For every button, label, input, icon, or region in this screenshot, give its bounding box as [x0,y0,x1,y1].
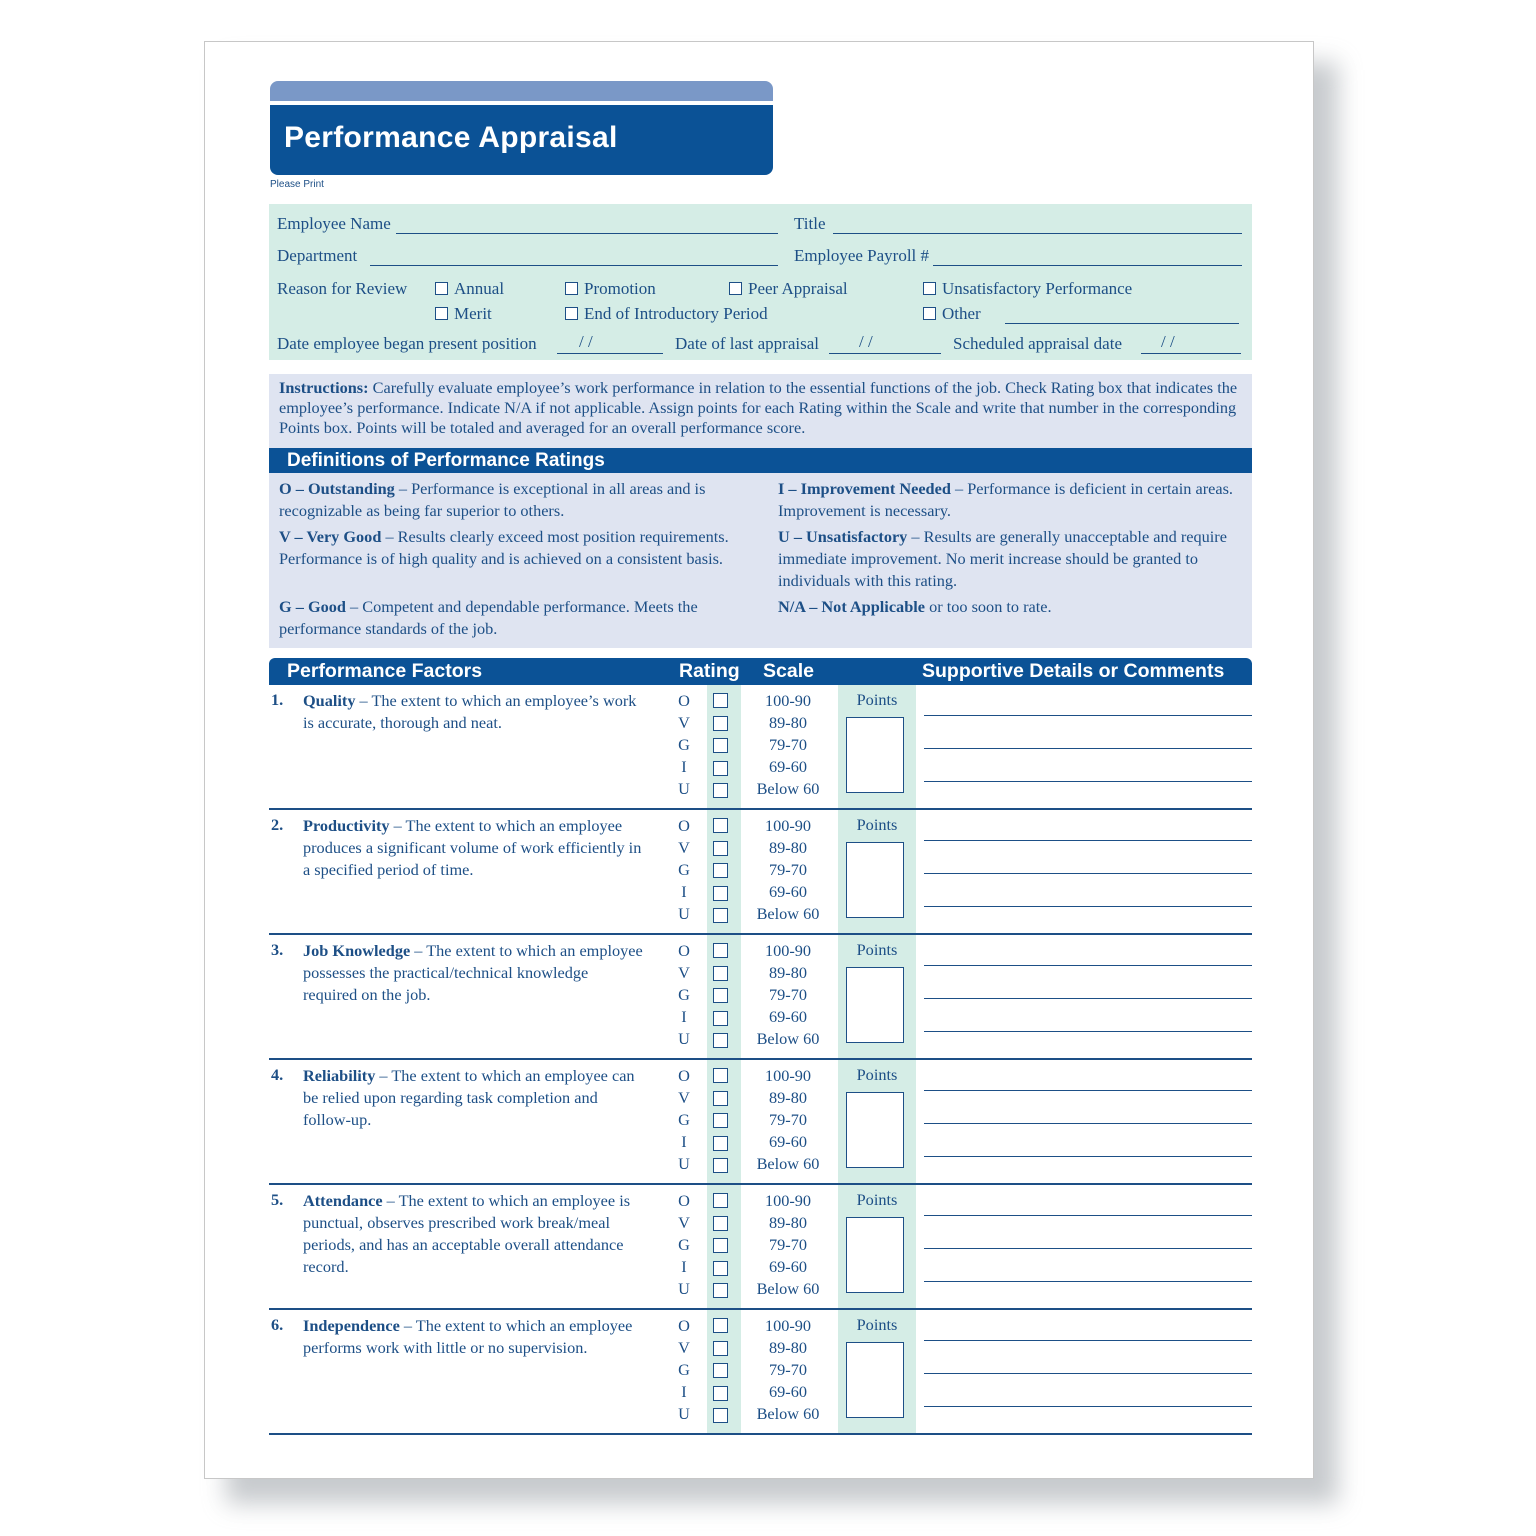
date-began-slashes: / / [579,332,593,351]
peer-option[interactable] [729,279,848,299]
points-input[interactable] [846,1092,904,1168]
row-divider [269,1433,1252,1435]
factor-description: Reliability – The extent to which an employee can be relied upon regarding task completion and follow-up. [303,1066,635,1129]
date-last-label: Date of last appraisal [675,334,819,353]
rating-checkboxes [713,1068,729,1181]
rating-i-checkbox[interactable] [713,1386,728,1401]
definitions-title: Definitions of Performance Ratings [287,450,605,471]
rating-checkboxes [713,693,729,806]
factor-row [269,1310,1252,1435]
date-scheduled-label: Scheduled appraisal date [953,334,1122,353]
scale-values: 100-90 89-80 79-70 69-60 Below 60 [756,691,820,798]
appraisal-form-page [204,41,1314,1479]
scale-values: 100-90 89-80 79-70 69-60 Below 60 [756,1066,820,1173]
scale-column-header: Scale [763,660,814,682]
unsatisfactory-option[interactable] [923,279,1132,299]
comment-line[interactable] [924,1340,1252,1341]
instructions-label: Instructions: [279,378,369,397]
reason-label: Reason for Review [277,279,408,298]
end-intro-option[interactable] [565,304,768,324]
rating-v-checkbox[interactable] [713,1091,728,1106]
factor-description: Productivity – The extent to which an employee produces a significant volume of work efficiently in a specified period of time. [303,816,642,879]
banner-accent [270,81,773,101]
end-intro-label: End of Introductory Period [584,304,768,323]
points-input[interactable] [846,1342,904,1418]
other-checkbox[interactable] [923,307,936,320]
rating-u-checkbox[interactable] [713,1408,728,1423]
instructions-section [269,374,1252,648]
rating-checkboxes [713,1318,729,1431]
merit-checkbox[interactable] [435,307,448,320]
definition-unsatisfactory: U – Unsatisfactory – Results are generally unacceptable and require immediate improvement. No merit increase should be granted to individuals with this rating. [778,527,1227,590]
peer-checkbox[interactable] [729,282,742,295]
rating-u-checkbox[interactable] [713,1158,728,1173]
factor-number: 3. [271,940,284,959]
factor-description: Job Knowledge – The extent to which an employee possesses the practical/technical knowledge required on the job. [303,941,643,1004]
title-label: Title [794,214,826,233]
date-last-field[interactable] [829,353,941,354]
payroll-label: Employee Payroll # [794,246,930,265]
rating-g-checkbox[interactable] [713,1113,728,1128]
definitions-header [269,448,1252,473]
rating-u-checkbox[interactable] [713,1033,728,1048]
comment-line[interactable] [924,1373,1252,1374]
title-banner [270,105,773,175]
promotion-option[interactable] [565,279,656,299]
factor-name: Job Knowledge [303,941,411,960]
factor-row [269,935,1252,1060]
date-scheduled-field[interactable] [1141,353,1241,354]
comment-line[interactable] [924,840,1252,841]
factor-name: Reliability [303,1066,376,1085]
points-label: Points [856,690,898,709]
rating-v-checkbox[interactable] [713,1341,728,1356]
rating-letters: O V G I U [678,691,690,798]
rating-u-checkbox[interactable] [713,908,728,923]
factor-row [269,1185,1252,1310]
employee-name-label: Employee Name [277,214,391,233]
rating-v-checkbox[interactable] [713,1216,728,1231]
factor-row [269,1060,1252,1185]
annual-option[interactable] [435,279,504,299]
factor-row [269,685,1252,810]
rating-i-checkbox[interactable] [713,886,728,901]
rating-g-checkbox[interactable] [713,738,728,753]
merit-option[interactable] [435,304,492,324]
factor-number: 1. [271,690,284,709]
unsatisfactory-label: Unsatisfactory Performance [942,279,1133,298]
rating-letters: O V G I U [678,816,690,923]
rating-o-checkbox[interactable] [713,1193,728,1208]
rating-i-checkbox[interactable] [713,1011,728,1026]
factor-description: Attendance – The extent to which an employee is punctual, observes prescribed work break/meal periods, and has an acceptable overall attendance record. [303,1191,631,1276]
comment-line[interactable] [924,781,1252,782]
factor-name: Quality [303,691,356,710]
annual-label: Annual [454,279,505,298]
rating-column-header: Rating [679,660,740,682]
comment-line[interactable] [924,1281,1252,1282]
rating-checkboxes [713,943,729,1056]
date-began-field[interactable] [557,353,663,354]
department-field[interactable] [370,265,778,266]
date-last-slashes: / / [859,332,873,351]
merit-label: Merit [454,304,492,323]
rating-u-checkbox[interactable] [713,1283,728,1298]
definition-improvement-needed: I – Improvement Needed – Performance is deficient in certain areas. Improvement is necessary. [778,479,1233,520]
factor-name: Independence [303,1316,400,1335]
definition-good: G – Good – Competent and dependable performance. Meets the performance standards of the job. [279,597,698,638]
points-input[interactable] [846,717,904,793]
form-title: Performance Appraisal [284,121,618,154]
points-label: Points [856,1065,898,1084]
points-label: Points [856,1190,898,1209]
comment-line[interactable] [924,715,1252,716]
title-field[interactable] [833,233,1242,234]
rating-checkboxes [713,818,729,931]
rating-g-checkbox[interactable] [713,863,728,878]
definition-not-applicable: N/A – Not Applicable or too soon to rate. [778,597,1052,616]
comment-line[interactable] [924,998,1252,999]
factor-description: Quality – The extent to which an employee’s work is accurate, thorough and neat. [303,691,637,732]
rating-checkboxes [713,1193,729,1306]
definition-very-good: V – Very Good – Results clearly exceed most position requirements. Performance is of high quality and is achieved on a consistent basis. [279,527,729,568]
factors-column-header: Performance Factors [287,660,483,682]
factor-number: 6. [271,1315,284,1334]
factor-name: Productivity [303,816,390,835]
points-input[interactable] [846,967,904,1043]
employee-info-section [269,204,1252,360]
rating-o-checkbox[interactable] [713,1068,728,1083]
points-label: Points [856,815,898,834]
rating-letters: O V G I U [678,1066,690,1173]
comment-line[interactable] [924,965,1252,966]
comment-line[interactable] [924,873,1252,874]
factor-name: Attendance [303,1191,383,1210]
other-field[interactable] [1005,323,1239,324]
promotion-label: Promotion [584,279,656,298]
comment-line[interactable] [924,1123,1252,1124]
date-began-label: Date employee began present position [277,334,537,353]
rating-v-checkbox[interactable] [713,841,728,856]
factor-number: 2. [271,815,284,834]
promotion-checkbox[interactable] [565,282,578,295]
comment-line[interactable] [924,906,1252,907]
scale-values: 100-90 89-80 79-70 69-60 Below 60 [756,1316,820,1423]
points-label: Points [856,940,898,959]
comment-line[interactable] [924,1090,1252,1091]
scale-values: 100-90 89-80 79-70 69-60 Below 60 [756,941,820,1048]
rating-g-checkbox[interactable] [713,988,728,1003]
employee-name-field[interactable] [396,233,778,234]
rating-u-checkbox[interactable] [713,783,728,798]
comment-line[interactable] [924,1248,1252,1249]
comment-line[interactable] [924,1406,1252,1407]
comment-line[interactable] [924,1156,1252,1157]
annual-checkbox[interactable] [435,282,448,295]
scale-values: 100-90 89-80 79-70 69-60 Below 60 [756,1191,820,1298]
date-scheduled-slashes: / / [1161,332,1175,351]
rating-letters: O V G I U [678,1316,690,1423]
definition-outstanding: O – Outstanding – Performance is exceptional in all areas and is recognizable as being far superior to others. [279,479,706,520]
end-intro-checkbox[interactable] [565,307,578,320]
comments-column-header: Supportive Details or Comments [922,660,1225,682]
comment-line[interactable] [924,1215,1252,1216]
rating-o-checkbox[interactable] [713,943,728,958]
comment-line[interactable] [924,748,1252,749]
points-input[interactable] [846,1217,904,1293]
rating-g-checkbox[interactable] [713,1363,728,1378]
rating-v-checkbox[interactable] [713,966,728,981]
factor-row [269,810,1252,935]
instructions-text [279,378,1239,438]
rating-o-checkbox[interactable] [713,693,728,708]
please-print-note: Please Print [270,179,324,190]
rating-i-checkbox[interactable] [713,761,728,776]
instructions-body: Carefully evaluate employee’s work performance in relation to the essential functions of the job. Check Rating box that indicates the employee’s performance. Indicate N/A if not applicable. Assign points for each Rating within the Scale and write that number in the corresponding Points box. Points will be totaled and averaged for an overall performance score. [279,378,1238,437]
factors-header [269,658,1252,685]
other-option[interactable] [923,304,981,324]
points-label: Points [856,1315,898,1334]
factor-description: Independence – The extent to which an employee performs work with little or no supervision. [303,1316,633,1357]
points-input[interactable] [846,842,904,918]
scale-values: 100-90 89-80 79-70 69-60 Below 60 [756,816,820,923]
factor-number: 4. [271,1065,284,1084]
rating-v-checkbox[interactable] [713,716,728,731]
rating-letters: O V G I U [678,941,690,1048]
unsatisfactory-checkbox[interactable] [923,282,936,295]
payroll-field[interactable] [933,265,1242,266]
rating-o-checkbox[interactable] [713,1318,728,1333]
other-label: Other [942,304,981,323]
rating-g-checkbox[interactable] [713,1238,728,1253]
department-label: Department [277,246,358,265]
factor-number: 5. [271,1190,284,1209]
rating-o-checkbox[interactable] [713,818,728,833]
rating-i-checkbox[interactable] [713,1136,728,1151]
peer-label: Peer Appraisal [748,279,848,298]
rating-letters: O V G I U [678,1191,690,1298]
rating-i-checkbox[interactable] [713,1261,728,1276]
comment-line[interactable] [924,1031,1252,1032]
